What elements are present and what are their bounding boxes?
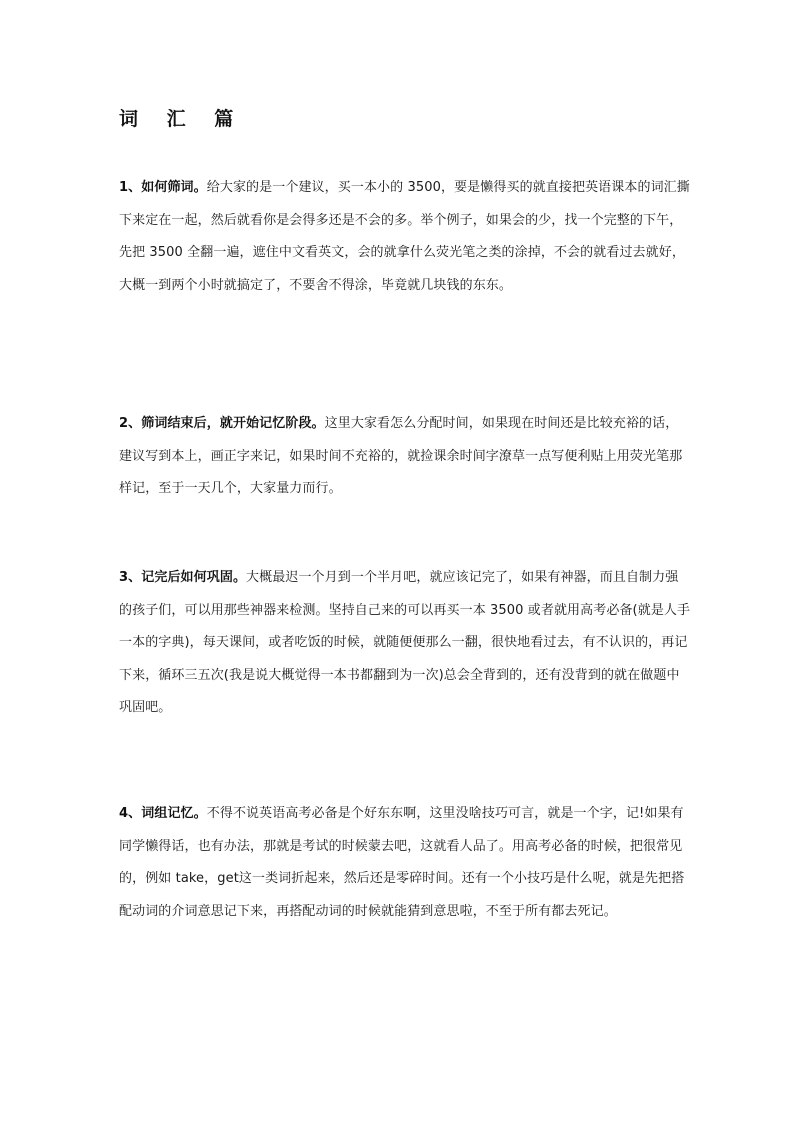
section-heading: 3、记完后如何巩固。 xyxy=(119,570,247,585)
section-body: 给大家的是一个建议，买一本小的 3500，要是懒得买的就直接把英语课本的词汇撕下来定在一起，然后就看你是会得多还是不会的多。举个例子，如果会的少，找一个完整的下午，先把 3500 全翻一遍，遮住中文看英文，会的就拿什么荧光笔之类的涂掉，不会的就看过去就好，大概一到两个小时就搞定了，不要舍不得涂，毕竟就几块钱的东东。 xyxy=(119,180,690,293)
section-body: 大概最迟一个月到一个半月吧，就应该记完了，如果有神器，而且自制力强的孩子们，可以用那些神器来检测。坚持自己来的可以再买一本 3500 或者就用高考必备(就是人手一本的字典)，每天课间，或者吃饭的时候，就随便便那么一翻，很快地看过去，有不认识的，再记下来，循环三五次(我是说大概觉得一本书都翻到为一次)总会全背到的，还有没背到的就在做题中巩固吧。 xyxy=(119,570,691,715)
section-heading: 1、如何筛词。 xyxy=(119,180,207,195)
section-phrase-memory xyxy=(119,798,691,928)
section-filter-words xyxy=(119,172,691,302)
section-memorize-stage xyxy=(119,408,691,506)
section-body: 不得不说英语高考必备是个好东东啊，这里没啥技巧可言，就是一个字，记!如果有同学懒得话，也有办法，那就是考试的时候蒙去吧，这就看人品了。用高考必备的时候，把很常见的，例如 take，get这一类词折起来，然后还是零碎时间。还有一个小技巧是什么呢，就是先把搭配动词的介词意思记下来，再搭配动词的时候就能猜到意思啦，不至于所有都去死记。 xyxy=(119,806,685,919)
document-title: 词 汇 篇 xyxy=(119,108,245,130)
section-body: 这里大家看怎么分配时间，如果现在时间还是比较充裕的话，建议写到本上，画正字来记，如果时间不充裕的，就捡课余时间字潦草一点写便利贴上用荧光笔那样记，至于一天几个，大家量力而行。 xyxy=(119,416,683,496)
section-heading: 4、词组记忆。 xyxy=(119,806,207,821)
section-heading: 2、筛词结束后，就开始记忆阶段。 xyxy=(119,416,325,431)
section-consolidate xyxy=(119,562,691,725)
